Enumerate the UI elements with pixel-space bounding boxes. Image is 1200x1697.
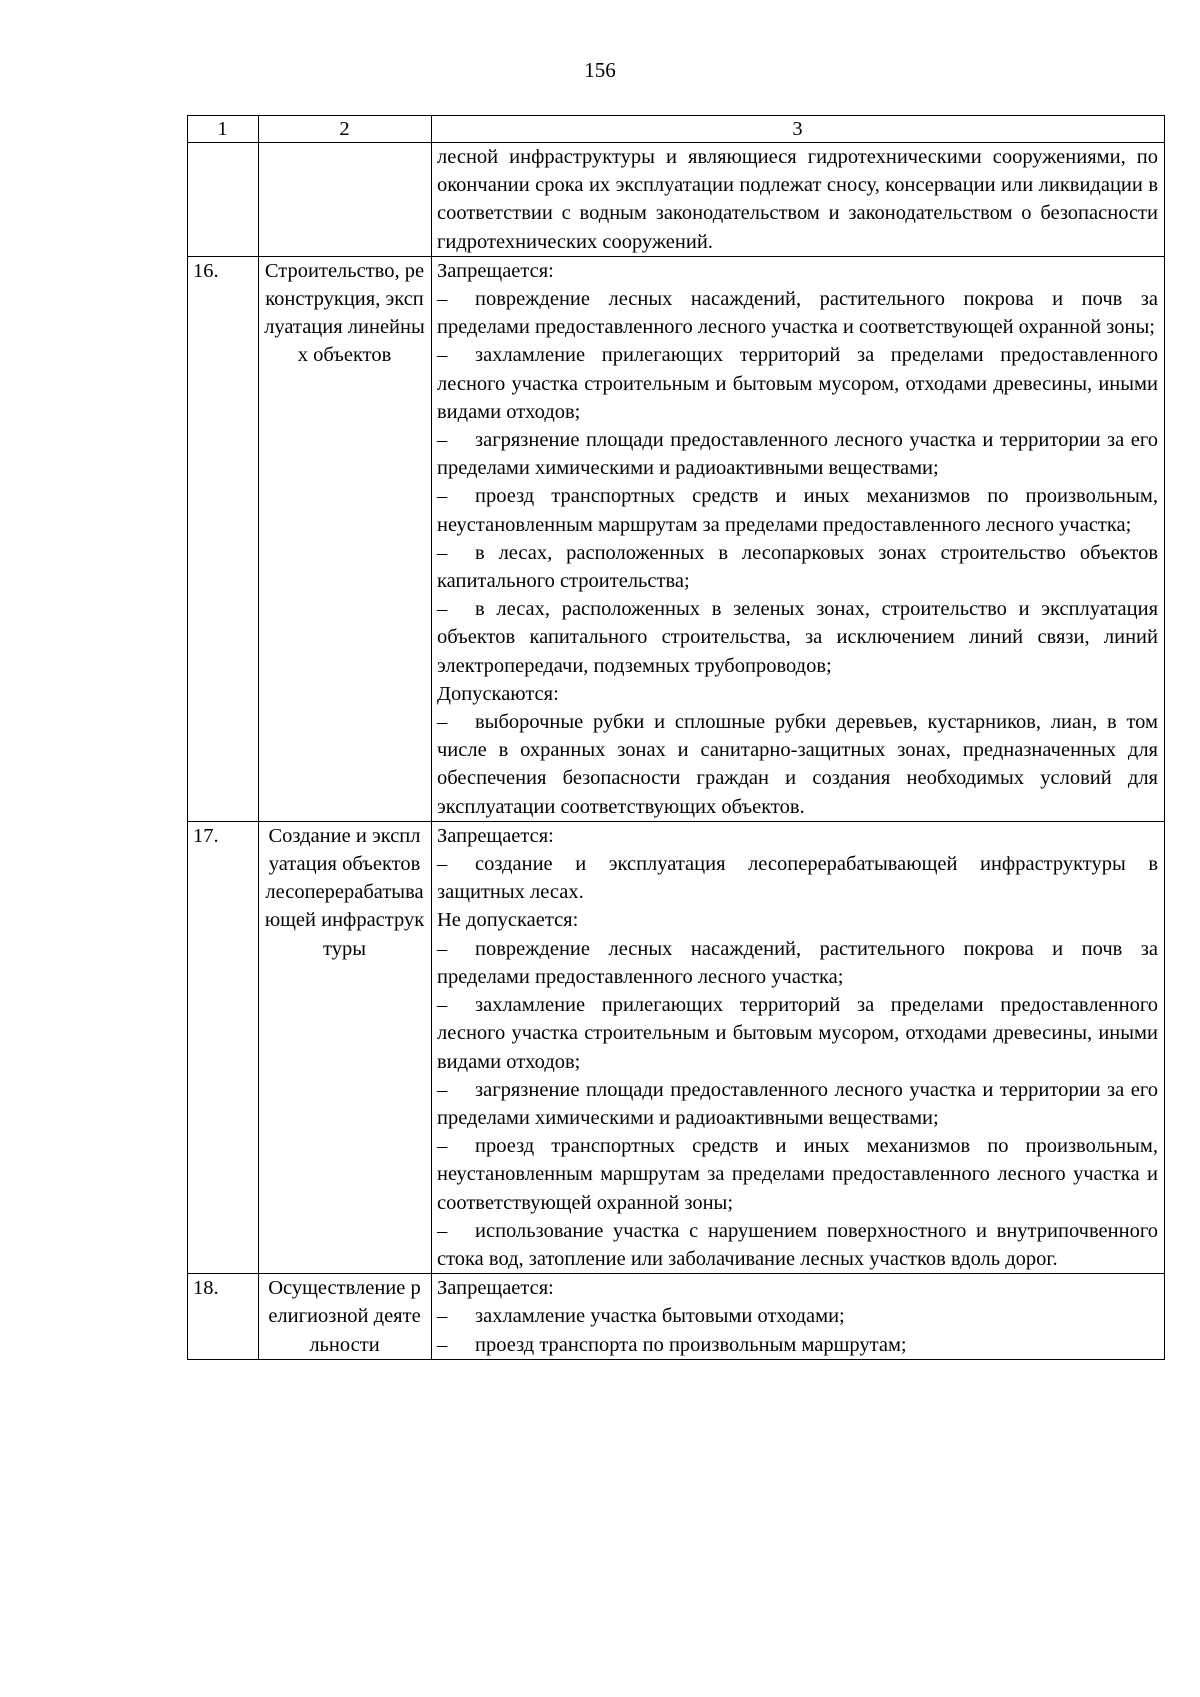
dash-bullet: – [437,711,448,734]
rule-item: – выборочные рубки и сплошные рубки деревьев, кустарников, лиан, в том числе в охранных зонах и санитарно-защитных зонах, предназначенных для обеспечения безопасности граждан и создания необходимых условий для эксплуатации соответствующих объектов. [437,708,1158,821]
rules-cell [432,1274,1165,1360]
row-number: 17. [188,821,259,1273]
rule-heading: Запрещается: [437,1277,554,1300]
table-row-18 [188,1274,1165,1360]
dash-bullet: – [437,853,448,876]
column-header-2: 2 [259,116,432,143]
table-header-row [188,116,1165,143]
rule-item: – проезд транспортных средств и иных механизмов по произвольным, неустановленным маршрутам за пределами предоставленного лесного участка; [437,482,1158,538]
activity-name: Осуществление религиозной деятельности [259,1274,432,1360]
rules-cell [432,256,1165,821]
dash-bullet: – [437,429,448,452]
dash-bullet: – [437,994,448,1017]
dash-bullet: – [437,1333,448,1356]
dash-bullet: – [437,288,448,311]
rule-heading: Не допускается: [437,909,579,932]
dash-bullet: – [437,1305,448,1328]
row-number: 18. [188,1274,259,1360]
table-row-16 [188,256,1165,821]
rule-item: – проезд транспортных средств и иных механизмов по произвольным, неустановленным маршрутам за пределами предоставленного лесного участка и соответствующей охранной зоны; [437,1132,1158,1217]
rule-item: – повреждение лесных насаждений, растительного покрова и почв за пределами предоставленного лесного участка и соответствующей охранной зоны; [437,285,1158,341]
continuation-name-cell [259,143,432,257]
rule-item: – использование участка с нарушением поверхностного и внутрипочвенного стока вод, затопление или заболачивание лесных участков вдоль дорог. [437,1217,1158,1273]
dash-bullet: – [437,485,448,508]
rule-heading: Допускаются: [437,682,559,705]
dash-bullet: – [437,344,448,367]
rule-item: – загрязнение площади предоставленного лесного участка и территории за его пределами химическими и радиоактивными веществами; [437,426,1158,482]
dash-bullet: – [437,937,448,960]
page-number: 156 [584,58,616,82]
dash-bullet: – [437,1219,448,1242]
rule-item: – захламление участка бытовыми отходами; [437,1302,1158,1330]
column-header-3: 3 [432,116,1165,143]
continuation-text: лесной инфраструктуры и являющиеся гидротехническими сооружениями, по окончании срока их эксплуатации подлежат сносу, консервации или ликвидации в соответствии с водным законодательством и законодательством о безопасности гидротехнических сооружений. [437,146,1158,253]
dash-bullet: – [437,541,448,564]
dash-bullet: – [437,1078,448,1101]
rule-item: – захламление прилегающих территорий за пределами предоставленного лесного участка строительным и бытовым мусором, отходами древесины, иными видами отходов; [437,991,1158,1076]
rule-item: – загрязнение площади предоставленного лесного участка и территории за его пределами химическими и радиоактивными веществами; [437,1076,1158,1132]
continuation-row [188,143,1165,257]
rule-item: – создание и эксплуатация лесоперерабатывающей инфраструктуры в защитных лесах. [437,850,1158,906]
rule-item: – в лесах, расположенных в лесопарковых зонах строительство объектов капитального строительства; [437,539,1158,595]
table-row-17 [188,821,1165,1273]
rule-heading: Запрещается: [437,824,554,847]
rule-item: – проезд транспорта по произвольным маршрутам; [437,1331,1158,1359]
rules-cell [432,821,1165,1273]
activity-name: Создание и эксплуатация объектов лесоперерабатывающей инфраструктуры [259,821,432,1273]
column-header-1: 1 [188,116,259,143]
row-number: 16. [188,256,259,821]
dash-bullet: – [437,1135,448,1158]
dash-bullet: – [437,598,448,621]
activity-name: Строительство, реконструкция, эксплуатация линейных объектов [259,256,432,821]
continuation-text-cell [432,143,1165,257]
rule-item: – захламление прилегающих территорий за пределами предоставленного лесного участка строительным и бытовым мусором, отходами древесины, иными видами отходов; [437,341,1158,426]
rule-heading: Запрещается: [437,259,554,282]
rule-item: – повреждение лесных насаждений, растительного покрова и почв за пределами предоставленного лесного участка; [437,935,1158,991]
rule-item: – в лесах, расположенных в зеленых зонах, строительство и эксплуатация объектов капитального строительства, за исключением линий связи, линий электропередачи, подземных трубопроводов; [437,595,1158,680]
continuation-number-cell [188,143,259,257]
regulation-table [187,115,1165,1360]
